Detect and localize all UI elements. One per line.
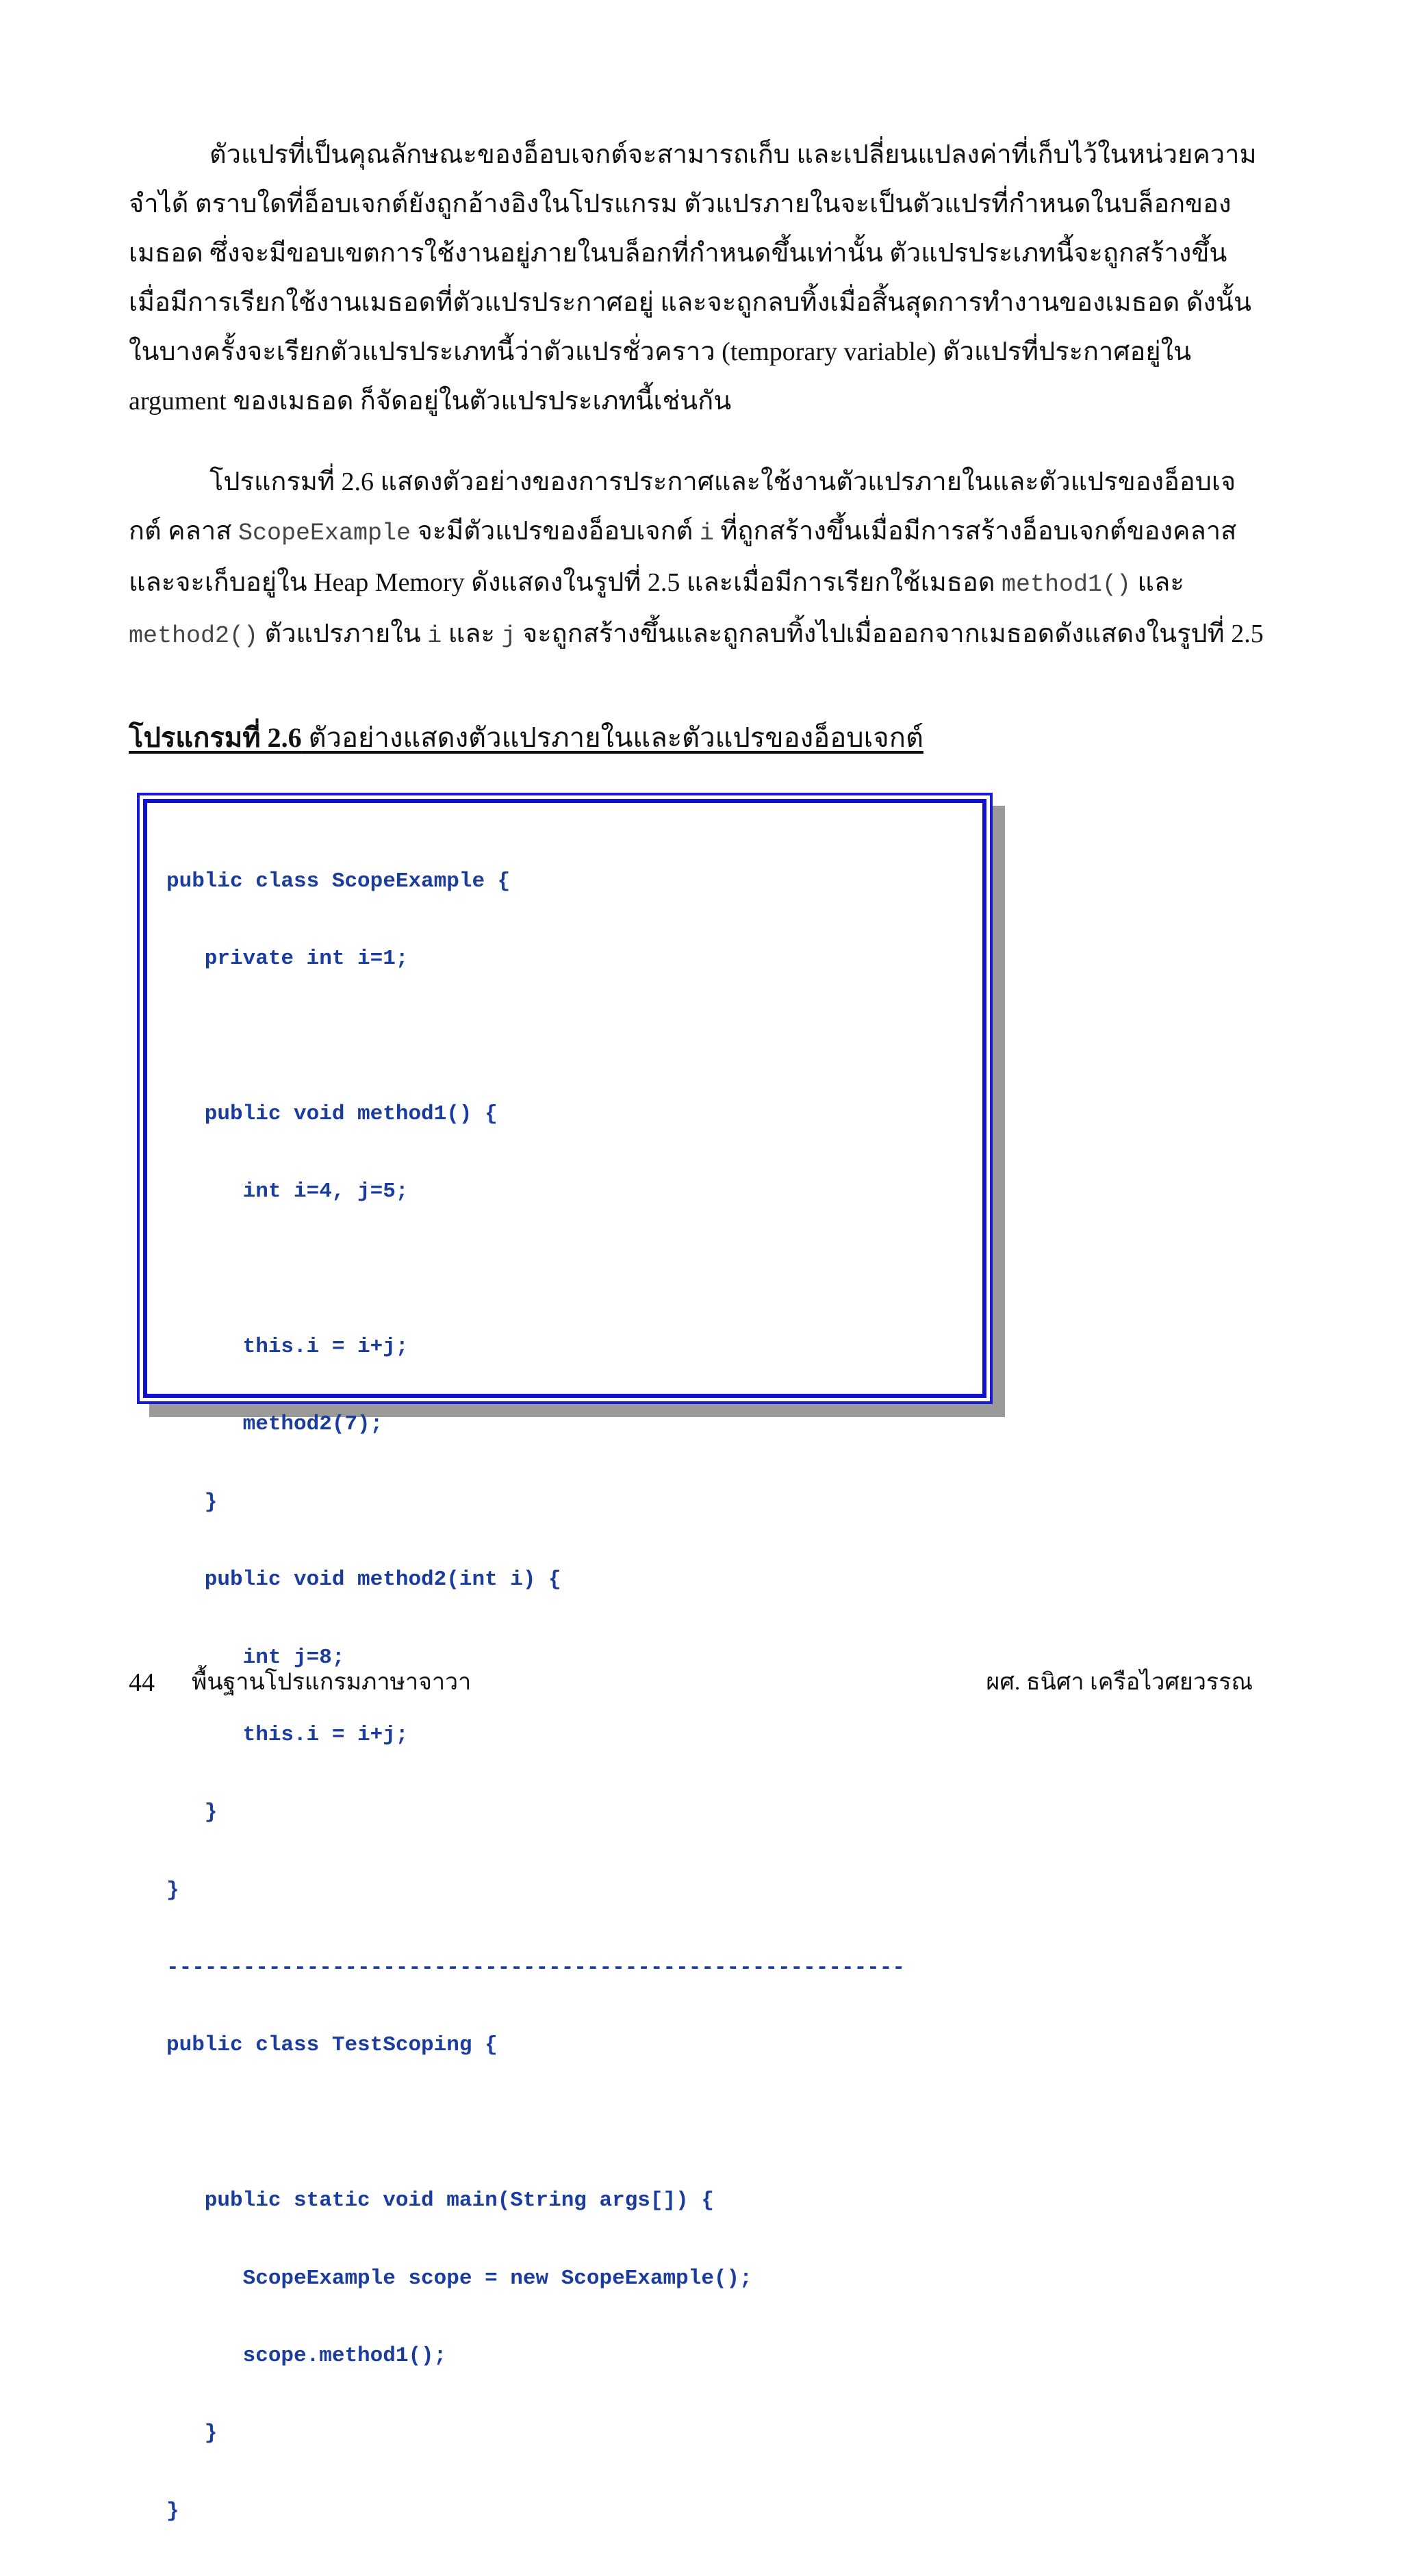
inline-code-class-name: ScopeExample xyxy=(238,520,411,547)
inline-code-local-j: j xyxy=(501,622,516,650)
program-caption-label: โปรแกรมที่ 2.6 xyxy=(129,722,302,753)
body-paragraph-1 xyxy=(129,130,1265,426)
paragraph-2-text-5: ตัวแปรภายใน xyxy=(258,620,428,648)
code-separator-line: ---------------------------------------------------------- xyxy=(166,1956,905,1980)
program-caption-text: ตัวอย่างแสดงตัวแปรภายในและตัวแปรของอ็อบเจกต์ xyxy=(301,722,923,753)
paragraph-2-text-3: ที่ถูกสร้างขึ้นเมื่อมีการสร้างอ็อบเจกต์ของคลาสและจะเก็บอยู่ใน Heap Memory ดังแสดงในรูปที่ 2.5 และเมื่อมีการเรียกใช้เมธอด xyxy=(129,517,1237,597)
page-number: 44 xyxy=(129,1668,155,1697)
paragraph-2-text-7: จะถูกสร้างขึ้นและถูกลบทิ้งไปเมื่อออกจากเมธอดดังแสดงในรูปที่ 2.5 xyxy=(515,620,1264,648)
code-line: public static void main(String args[]) { xyxy=(166,2189,714,2213)
paragraph-2-text-6: และ xyxy=(442,620,502,648)
code-line: scope.method1(); xyxy=(166,2344,447,2369)
code-line xyxy=(166,2110,982,2137)
code-line: public void method2(int i) { xyxy=(166,1568,561,1592)
code-line: } xyxy=(166,2421,218,2446)
inline-code-variable-i: i xyxy=(699,520,714,547)
code-line: public class ScopeExample { xyxy=(166,869,511,893)
code-line: public void method1() { xyxy=(166,1101,498,1126)
code-line: method2(7); xyxy=(166,1412,383,1437)
code-line: } xyxy=(166,1490,218,1514)
footer-author: ผศ. ธนิศา เครือไวศยวรรณ xyxy=(986,1670,1253,1695)
code-line: } xyxy=(166,1878,179,1902)
code-line xyxy=(166,1023,982,1049)
code-line xyxy=(166,1257,982,1283)
code-line: private int i=1; xyxy=(166,946,409,971)
inline-code-local-i: i xyxy=(427,622,442,650)
code-line: this.i = i+j; xyxy=(166,1334,409,1359)
code-line: int j=8; xyxy=(166,1645,345,1670)
body-paragraph-2 xyxy=(129,457,1265,661)
code-line: public class TestScoping { xyxy=(166,2033,498,2058)
paragraph-2-text-4: และ xyxy=(1131,568,1184,597)
code-line: } xyxy=(166,2499,179,2523)
code-line: ScopeExample scope = new ScopeExample(); xyxy=(166,2266,752,2291)
program-caption xyxy=(129,717,923,758)
code-line: this.i = i+j; xyxy=(166,1722,409,1747)
code-line: } xyxy=(166,1800,218,1825)
paragraph-2-text-2: จะมีตัวแปรของอ็อบเจกต์ xyxy=(410,517,700,546)
code-line: int i=4, j=5; xyxy=(166,1179,409,1204)
footer-book-title: พื้นฐานโปรแกรมภาษาจาวา xyxy=(192,1670,472,1695)
inline-code-method2: method2() xyxy=(129,622,259,650)
paragraph-1-text: ตัวแปรที่เป็นคุณลักษณะของอ็อบเจกต์จะสามารถเก็บ และเปลี่ยนแปลงค่าที่เก็บไว้ในหน่วยความจำได้ ตราบใดที่อ็อบเจกต์ยังถูกอ้างอิงในโปรแกรม ตัวแปรภายในจะเป็นตัวแปรที่กำหนดในบล็อกของเมธอด ซึ่งจะมีขอบเขตการใช้งานอยู่ภายในบล็อกที่กำหนดขึ้นเท่านั้น ตัวแปรประเภทนี้จะถูกสร้างขึ้นเมื่อมีการเรียกใช้งานเมธอดที่ตัวแปรประกาศอยู่ และจะถูกลบทิ้งเมื่อสิ้นสุดการทำงานของเมธอด ดังนั้นในบางครั้งจะเรียกตัวแปรประเภทนี้ว่าตัวแปรชั่วคราว (temporary variable) ตัวแปรที่ประกาศอยู่ใน argument ของเมธอด ก็จัดอยู่ในตัวแปรประเภทนี้เช่นกัน xyxy=(129,140,1257,416)
paragraph-2-text-1: โปรแกรมที่ 2.6 แสดงตัวอย่างของการประกาศและใช้งานตัวแปรภายในและตัวแปรของอ็อบเจกต์ คลาส xyxy=(129,468,1236,546)
inline-code-method1: method1() xyxy=(1002,571,1132,598)
